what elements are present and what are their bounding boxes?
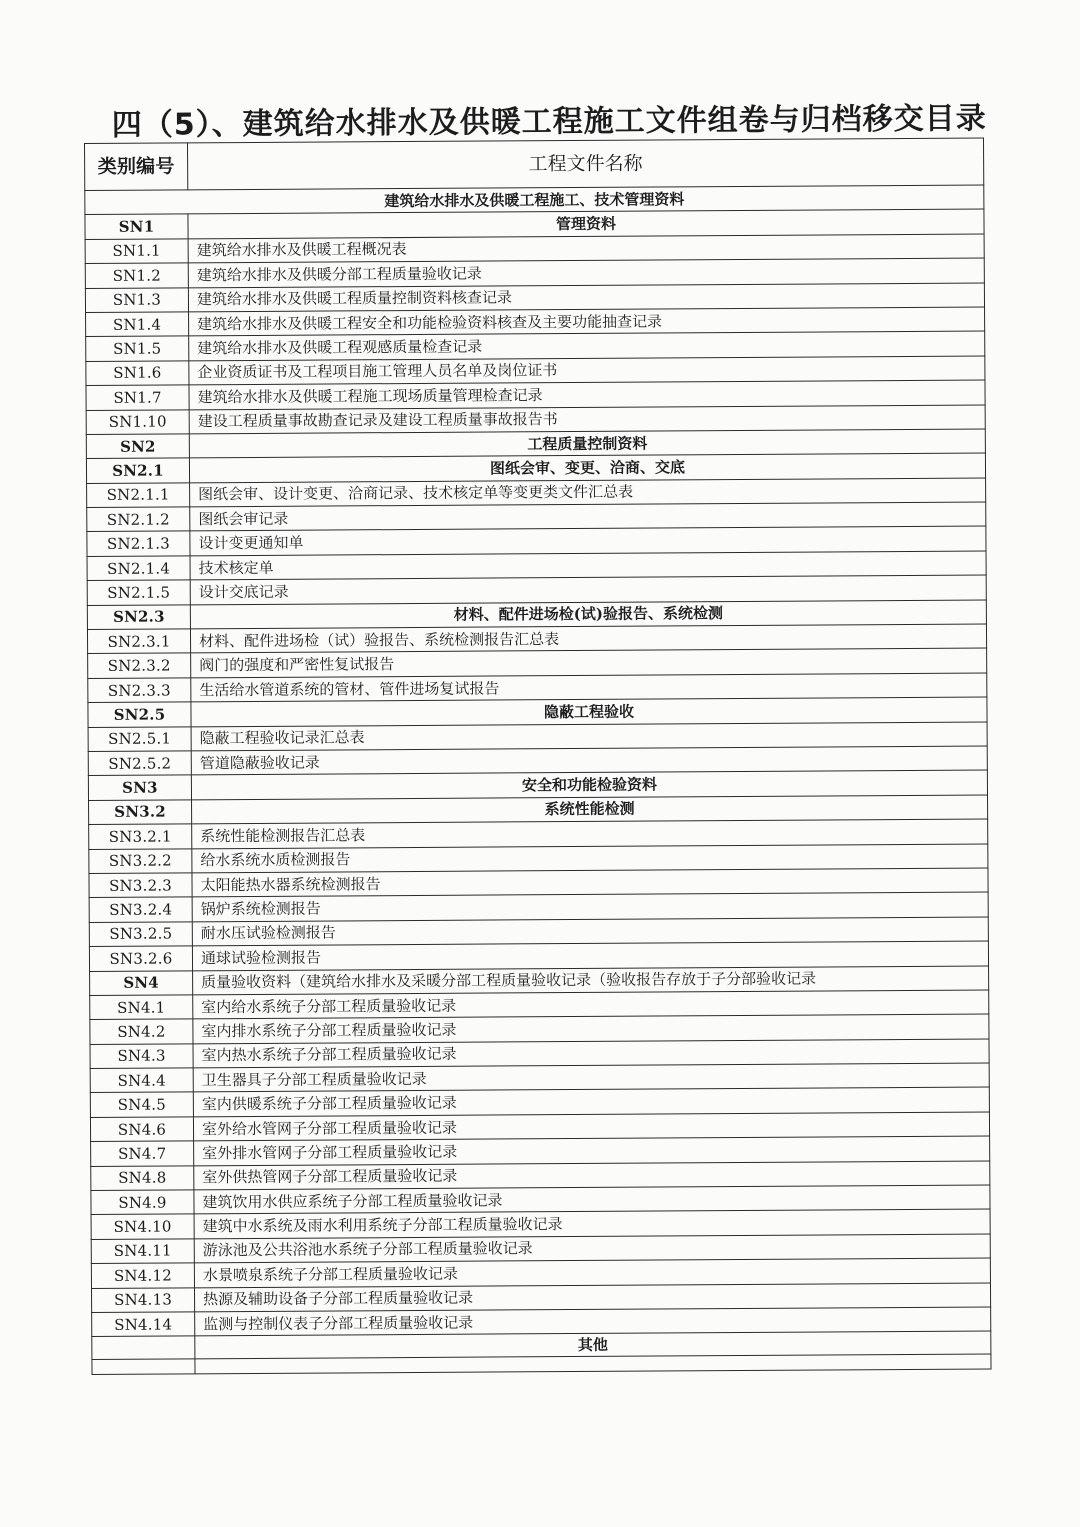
- row-name: 系统性能检测报告汇总表: [192, 819, 988, 848]
- row-name: 建筑给水排水及供暖工程观感质量检查记录: [189, 331, 985, 360]
- row-code: SN2.1: [86, 458, 189, 483]
- row-code: SN4.4: [90, 1068, 193, 1093]
- row-name: 室内热水系统子分部工程质量验收记录: [193, 1039, 989, 1068]
- row-name: 室外给水管网子分部工程质量验收记录: [193, 1112, 989, 1141]
- row-code: SN4.2: [90, 1019, 193, 1044]
- row-name: 建筑给水排水及供暖分部工程质量验收记录: [188, 258, 984, 287]
- row-code: SN2.1.2: [87, 507, 190, 532]
- blank-cell: [92, 1359, 195, 1375]
- row-name: 耐水压试验检测报告: [192, 917, 988, 946]
- row-code: SN2.3: [87, 604, 190, 629]
- row-name: 质量验收资料（建筑给水排水及采暖分部工程质量验收记录（验收报告存放于子分部验收记录: [193, 965, 989, 994]
- row-name: 游泳池及公共浴池水系统子分部工程质量验收记录: [194, 1234, 990, 1263]
- table-header-row: [85, 138, 984, 190]
- row-code: SN2.1.3: [87, 531, 190, 556]
- row-name: 图纸会审、设计变更、洽商记录、技术核定单等变更类文件汇总表: [190, 478, 986, 507]
- row-code: SN1.6: [86, 361, 189, 386]
- row-code: SN2.5.1: [88, 726, 191, 751]
- row-code: SN3.2.6: [89, 946, 192, 971]
- row-code: SN2.1.1: [87, 483, 190, 508]
- row-name: 安全和功能检验资料: [191, 770, 987, 799]
- row-code: SN3.2.2: [89, 848, 192, 873]
- row-name: 建设工程质量事故勘查记录及建设工程质量事故报告书: [189, 405, 985, 434]
- row-code: SN3.2.3: [89, 873, 192, 898]
- row-code: SN4.10: [91, 1214, 194, 1239]
- row-code: SN3: [88, 775, 191, 800]
- row-name: 材料、配件进场检(试)验报告、系统检测: [190, 600, 986, 629]
- row-code: SN4.1: [90, 995, 193, 1020]
- page-title: 四（5）、建筑给水排水及供暖工程施工文件组卷与归档移交目录: [111, 101, 987, 144]
- row-code: SN4.9: [91, 1190, 194, 1215]
- row-name: 室外排水管网子分部工程质量验收记录: [194, 1136, 990, 1165]
- row-name: 系统性能检测: [192, 795, 988, 824]
- section-heading: 建筑给水排水及供暖工程施工、技术管理资料: [85, 185, 984, 215]
- row-name: 隐蔽工程验收记录汇总表: [191, 722, 987, 751]
- row-code: SN4: [90, 970, 193, 995]
- row-code: SN2.5: [88, 702, 191, 727]
- row-name: 室内排水系统子分部工程质量验收记录: [193, 1014, 989, 1043]
- row-name: 企业资质证书及工程项目施工管理人员名单及岗位证书: [189, 356, 985, 385]
- row-code: SN3.2.1: [89, 824, 192, 849]
- row-name: 隐蔽工程验收: [191, 697, 987, 726]
- row-code: SN4.8: [91, 1165, 194, 1190]
- row-name: 锅炉系统检测报告: [192, 892, 988, 921]
- row-code: SN3.2: [89, 800, 192, 825]
- row-code: SN4.7: [91, 1141, 194, 1166]
- row-name: 材料、配件进场检（试）验报告、系统检测报告汇总表: [190, 624, 986, 653]
- row-code: SN1.2: [85, 263, 188, 288]
- row-code: SN4.11: [91, 1239, 194, 1264]
- row-name: 阀门的强度和严密性复试报告: [191, 648, 987, 677]
- row-code: SN4.12: [91, 1263, 194, 1288]
- row-name: 室内供暖系统子分部工程质量验收记录: [193, 1087, 989, 1116]
- header-code: 类别编号: [85, 143, 188, 191]
- row-name: 通球试验检测报告: [192, 941, 988, 970]
- row-code: SN4.14: [92, 1312, 195, 1337]
- row-code: SN2.3.3: [88, 678, 191, 703]
- row-name: 技术核定单: [190, 551, 986, 580]
- row-name: 工程质量控制资料: [189, 429, 985, 458]
- row-code: SN2.1.5: [87, 580, 190, 605]
- row-code: SN4.3: [90, 1044, 193, 1069]
- row-name: 生活给水管道系统的管材、管件进场复试报告: [191, 673, 987, 702]
- blank-cell: [92, 1336, 195, 1360]
- row-code: SN3.2.4: [89, 897, 192, 922]
- row-code: SN2: [86, 434, 189, 459]
- row-name: 设计变更通知单: [190, 526, 986, 555]
- row-name: 太阳能热水器系统检测报告: [192, 868, 988, 897]
- row-name: 建筑给水排水及供暖工程概况表: [188, 234, 984, 263]
- row-code: SN2.5.2: [88, 751, 191, 776]
- archive-catalog-table: [84, 138, 992, 1376]
- row-code: SN4.6: [90, 1117, 193, 1142]
- row-name: 热源及辅助设备子分部工程质量验收记录: [194, 1283, 990, 1312]
- row-code: SN2.3.2: [88, 653, 191, 678]
- row-code: SN4.13: [91, 1287, 194, 1312]
- archive-catalog-sheet: [84, 138, 992, 1376]
- row-name: 管道隐蔽验收记录: [191, 746, 987, 775]
- row-name: 建筑给水排水及供暖工程质量控制资料核查记录: [188, 283, 984, 312]
- row-name: 建筑饮用水供应系统子分部工程质量验收记录: [194, 1185, 990, 1214]
- table-body: [85, 138, 992, 1375]
- row-name: 监测与控制仪表子分部工程质量验收记录: [195, 1307, 991, 1336]
- row-code: SN1.4: [86, 312, 189, 337]
- row-name: 图纸会审、变更、洽商、交底: [189, 453, 985, 482]
- row-name: 建筑给水排水及供暖工程安全和功能检验资料核查及主要功能抽查记录: [189, 307, 985, 336]
- row-code: SN1.7: [86, 385, 189, 410]
- row-name: 建筑中水系统及雨水利用系统子分部工程质量验收记录: [194, 1209, 990, 1238]
- row-name: 设计交底记录: [190, 575, 986, 604]
- row-name: 图纸会审记录: [190, 502, 986, 531]
- row-name: 室外供热管网子分部工程质量验收记录: [194, 1161, 990, 1190]
- row-name: 水景喷泉系统子分部工程质量验收记录: [194, 1258, 990, 1287]
- row-code: SN1.1: [85, 239, 188, 264]
- row-code: SN1.5: [86, 336, 189, 361]
- row-name: 管理资料: [188, 209, 984, 238]
- row-code: SN1: [85, 214, 188, 239]
- header-name: 工程文件名称: [188, 138, 984, 190]
- row-code: SN4.5: [90, 1092, 193, 1117]
- row-name: 建筑给水排水及供暖工程施工现场质量管理检查记录: [189, 380, 985, 409]
- footer-heading: 其他: [195, 1331, 991, 1359]
- row-code: SN2.3.1: [87, 629, 190, 654]
- row-name: 室内给水系统子分部工程质量验收记录: [193, 990, 989, 1019]
- row-name: 卫生器具子分部工程质量验收记录: [193, 1063, 989, 1092]
- row-code: SN1.10: [86, 409, 189, 434]
- row-code: SN1.3: [85, 287, 188, 312]
- row-name: 给水系统水质检测报告: [192, 844, 988, 873]
- row-code: SN3.2.5: [89, 922, 192, 947]
- row-code: SN2.1.4: [87, 556, 190, 581]
